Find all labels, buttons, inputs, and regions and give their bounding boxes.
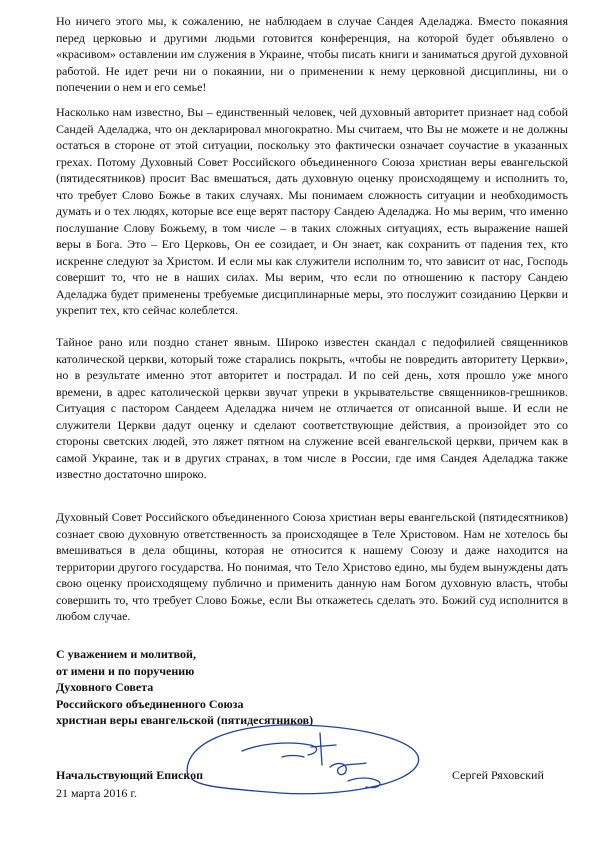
signer-name: Сергей Ряховский xyxy=(452,768,544,782)
handwritten-signature xyxy=(170,705,440,810)
closing-line-3: Духовного Совета xyxy=(56,680,154,694)
paragraph-1: Но ничего этого мы, к сожалению, не наблюдаем в случае Сандея Аделаджа. Вместо покаяния перед церковью и другими людьми готовится конференция, на которой будет объявлено о «красивом» оставлении им служения в Украине, чтобы писать книги и заниматься другой духовной работой. Не идет речи ни о покаянии, ни о применении к нему церковной дисциплины, ни о попечении о нем и его семье! xyxy=(56,14,568,94)
closing-line-5: христиан веры евангельской (пятидесятников) xyxy=(56,713,314,727)
paragraph-2: Насколько нам известно, Вы – единственный человек, чей духовный авторитет признает над собой Сандей Аделаджа, что он декларировал многократно. Мы считаем, что Вы не можете и не должны остаться в стороне от этой ситуации, поскольку это фактически означает соучастие в указанных грехах. Потому Духовный Совет Российского объединенного Союза христиан веры евангельской (пятидесятников) просит Вас вмешаться, дать духовную оценку происходящему и исполнить то, что требует Слово Божье в таких случаях. Мы понимаем сложность ситуации и необходимость думать и о тех людях, которые все еще верят пастору Сандею Аделаджа. Но мы верим, что именно послушание Слову Божьему, в том числе – в таких сложных ситуациях, есть выражение нашей веры в Бога. Это – Его Церковь, Он ее созидает, и Он знает, как сохранить от падения тех, кто искренне следуют за Христом. И если мы как служители исполним то, что зависит от нас, Господь совершит то, что не в наших силах. Мы верим, что если по отношению к пастору Сандею Аделаджа будет применены требуемые дисциплинарные меры, это послужит созиданию Церкви и укрепит тех, кто сейчас колеблется. xyxy=(56,105,568,317)
closing-line-2: от имени и по поручению xyxy=(56,663,195,678)
letter-date: 21 марта 2016 г. xyxy=(56,786,137,800)
closing-line-1: С уважением и молитвой, xyxy=(56,647,196,661)
closing-line-4: Российского объединенного Союза xyxy=(56,696,244,711)
paragraph-4: Духовный Совет Российского объединенного Союза христиан веры евангельской (пятидесятников) сознает свою духовную ответственность за происходящее в Теле Христовом. Нам не хотелось бы вмешиваться в дела общины, которая не относится к нашему Союзу и даже находится на территории другого государства. Но понимая, что Тело Христово едино, мы будем вынуждены дать свою оценку происходящему публично и применить данную нам Богом духовную власть, чтобы совершить то, что требует Слово Божье, если Вы откажетесь сделать это. Божий суд исполнится в любом случае. xyxy=(56,510,568,623)
signer-title: Начальствующий Епископ xyxy=(56,768,204,782)
paragraph-3: Тайное рано или поздно станет явным. Широко известен скандал с педофилией священников католической церкви, который тоже старались покрыть, «чтобы не повредить авторитету Церкви», но в результате именно этот авторитет и пострадал. И по сей день, хотя прошло уже много времени, в адрес католической церкви звучат упреки в укрывательстве священников-грешников. Ситуация с пастором Сандеем Аделаджа ничем не отличается от описанной выше. И если не служители Церкви дадут оценку и сделают соответствующие действия, а произойдет это со стороны светских людей, это ляжет пятном на служение всей евангельской церкви, причем как в самой Украине, так и в других странах, в том числе в России, где имя Сандея Аделаджа также известно достаточно широко. xyxy=(56,335,568,481)
